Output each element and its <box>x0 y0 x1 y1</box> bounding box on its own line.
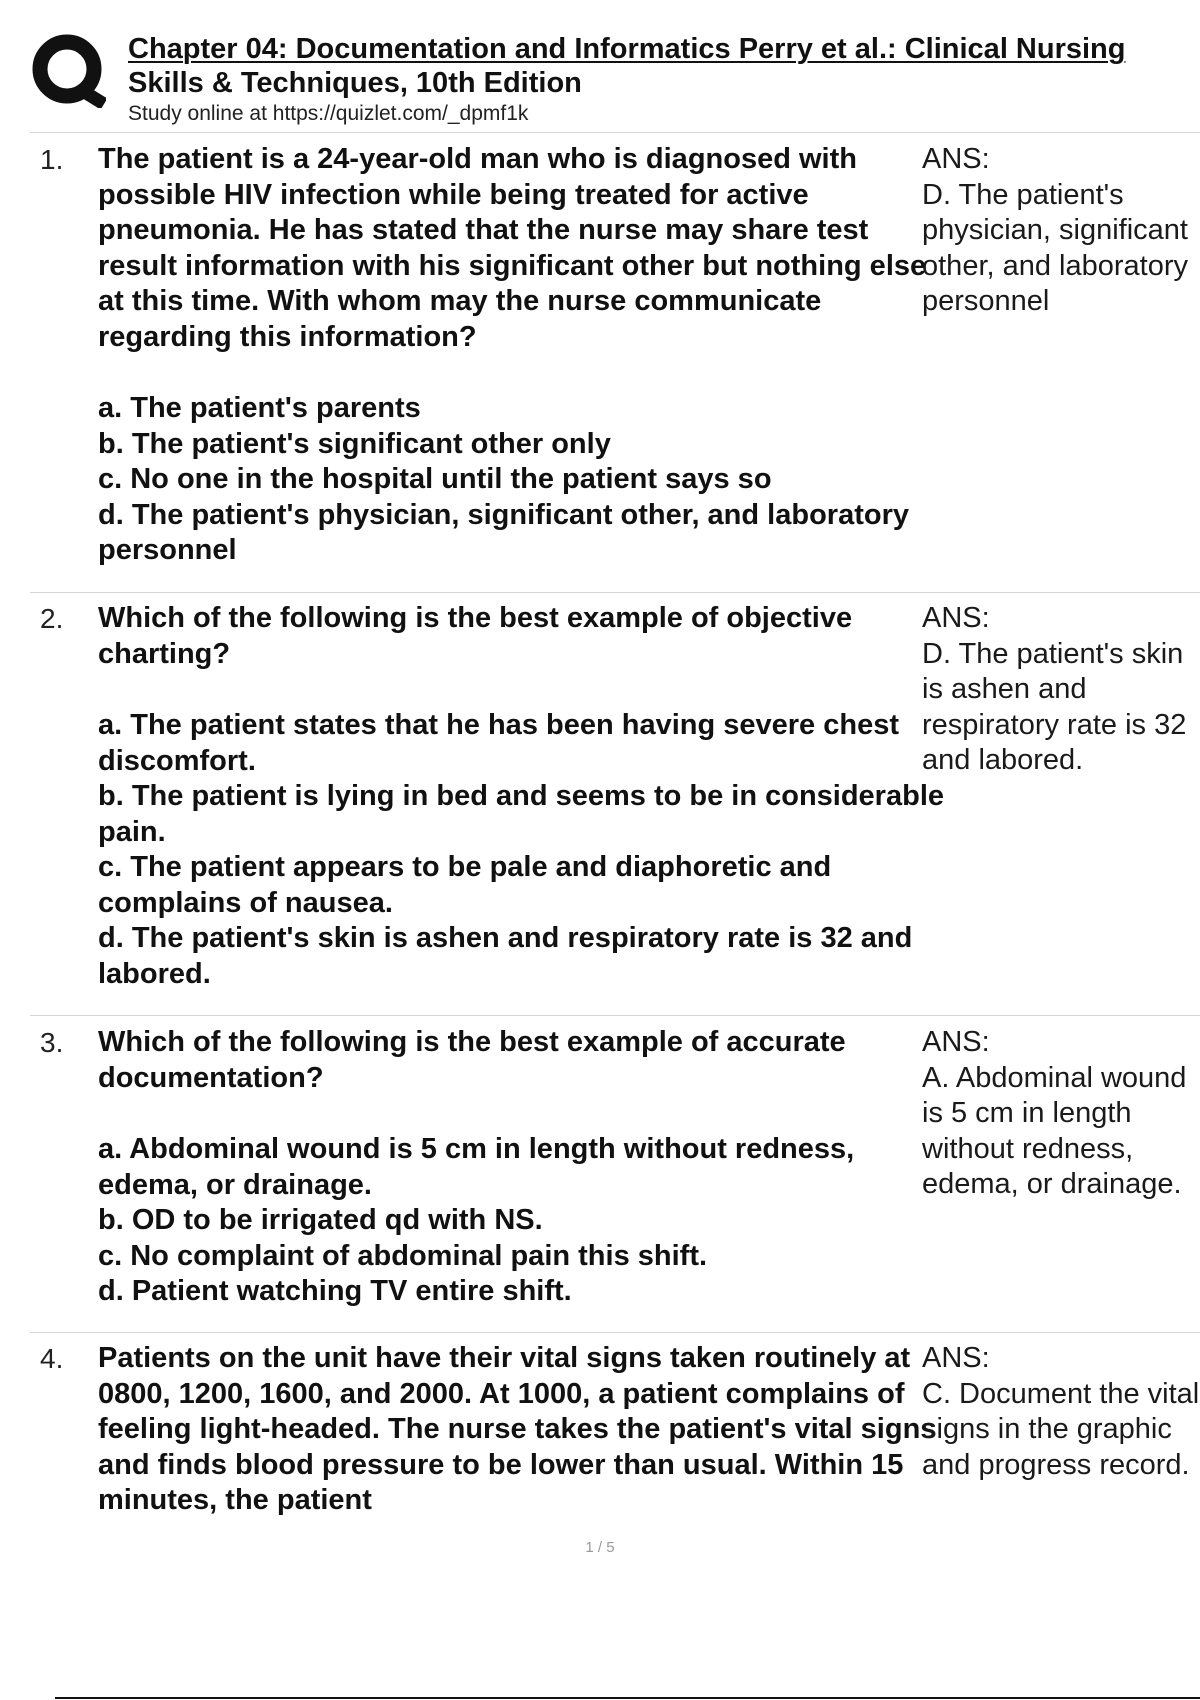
option-d: d. Patient watching TV entire shift. <box>98 1275 572 1307</box>
answer-label: ANS: <box>922 1342 990 1374</box>
question-text: The patient is a 24-year-old man who is diagnosed with possible HIV infection while being treated for active pneumonia. He has stated that the nurse may share test result information with his significant other but nothing else at this time. With whom may the nurse communicate regarding this information? <box>98 143 927 353</box>
option-b: b. The patient's significant other only <box>98 427 611 460</box>
option-c: c. No one in the hospital until the patient says so <box>98 463 772 495</box>
answer-label: ANS: <box>922 1026 990 1058</box>
question-block <box>98 1341 948 1519</box>
quizlet-q-logo-icon <box>32 34 106 108</box>
document-title-line-1: Chapter 04: Documentation and Informatics Perry et al.: Clinical Nursing <box>128 33 1126 65</box>
page-bottom-divider <box>55 1697 1200 1699</box>
answer-block <box>922 1341 1200 1483</box>
question-text: Which of the following is the best example of accurate documentation? <box>98 1026 846 1094</box>
document-title-line-2: Skills & Techniques, 10th Edition <box>128 67 582 99</box>
item-divider <box>30 1015 1200 1016</box>
question-number: 3. <box>40 1027 64 1058</box>
answer-text: A. Abdominal wound is 5 cm in length without redness, edema, or drainage. <box>922 1061 1187 1200</box>
item-divider <box>30 592 1200 593</box>
answer-block <box>922 1025 1200 1203</box>
qa-item-4 <box>30 1341 1200 1531</box>
question-text: Patients on the unit have their vital signs taken routinely at 0800, 1200, 1600, and 2000. At 1000, a patient complains of feeling light-headed. The nurse takes the patient's vital signs and finds blood pressure to be lower than usual. Within 15 minutes, the patient <box>98 1342 937 1516</box>
option-d: d. The patient's physician, significant other, and laboratory personnel <box>98 498 909 566</box>
question-block <box>98 601 948 992</box>
answer-block <box>922 601 1200 779</box>
header-divider <box>30 132 1200 133</box>
question-number: 4. <box>40 1343 64 1374</box>
qa-item-1 <box>30 142 1200 574</box>
option-a: a. The patient states that he has been having severe chest discomfort. <box>98 709 899 777</box>
question-text: Which of the following is the best example of objective charting? <box>98 602 853 670</box>
option-b: b. The patient is lying in bed and seems to be in considerable pain. <box>98 780 944 848</box>
option-c: c. The patient appears to be pale and diaphoretic and complains of nausea. <box>98 851 832 919</box>
qa-item-2 <box>30 601 1200 1005</box>
question-number: 1. <box>40 144 64 175</box>
option-a: a. The patient's parents <box>98 392 421 424</box>
study-online-link[interactable]: Study online at https://quizlet.com/_dpmf1k <box>128 102 529 125</box>
question-block <box>98 142 948 569</box>
answer-text: C. Document the vital signs in the graphic and progress record. <box>922 1377 1200 1481</box>
question-number: 2. <box>40 603 64 634</box>
answer-label: ANS: <box>922 602 990 634</box>
answer-text: D. The patient's skin is ashen and respiratory rate is 32 and labored. <box>922 637 1187 776</box>
answer-label: ANS: <box>922 143 990 175</box>
qa-item-3 <box>30 1025 1200 1325</box>
item-divider <box>30 1332 1200 1333</box>
option-c: c. No complaint of abdominal pain this shift. <box>98 1239 708 1272</box>
page-number: 1 / 5 <box>585 1539 615 1556</box>
answer-block <box>922 142 1200 320</box>
answer-text: D. The patient's physician, significant other, and laboratory personnel <box>922 178 1189 317</box>
option-d: d. The patient's skin is ashen and respiratory rate is 32 and labored. <box>98 922 913 990</box>
question-block <box>98 1025 948 1310</box>
document-header <box>30 28 1200 132</box>
option-a: a. Abdominal wound is 5 cm in length without redness, edema, or drainage. <box>98 1133 855 1201</box>
header-text <box>128 32 1200 128</box>
option-b: b. OD to be irrigated qd with NS. <box>98 1204 543 1236</box>
